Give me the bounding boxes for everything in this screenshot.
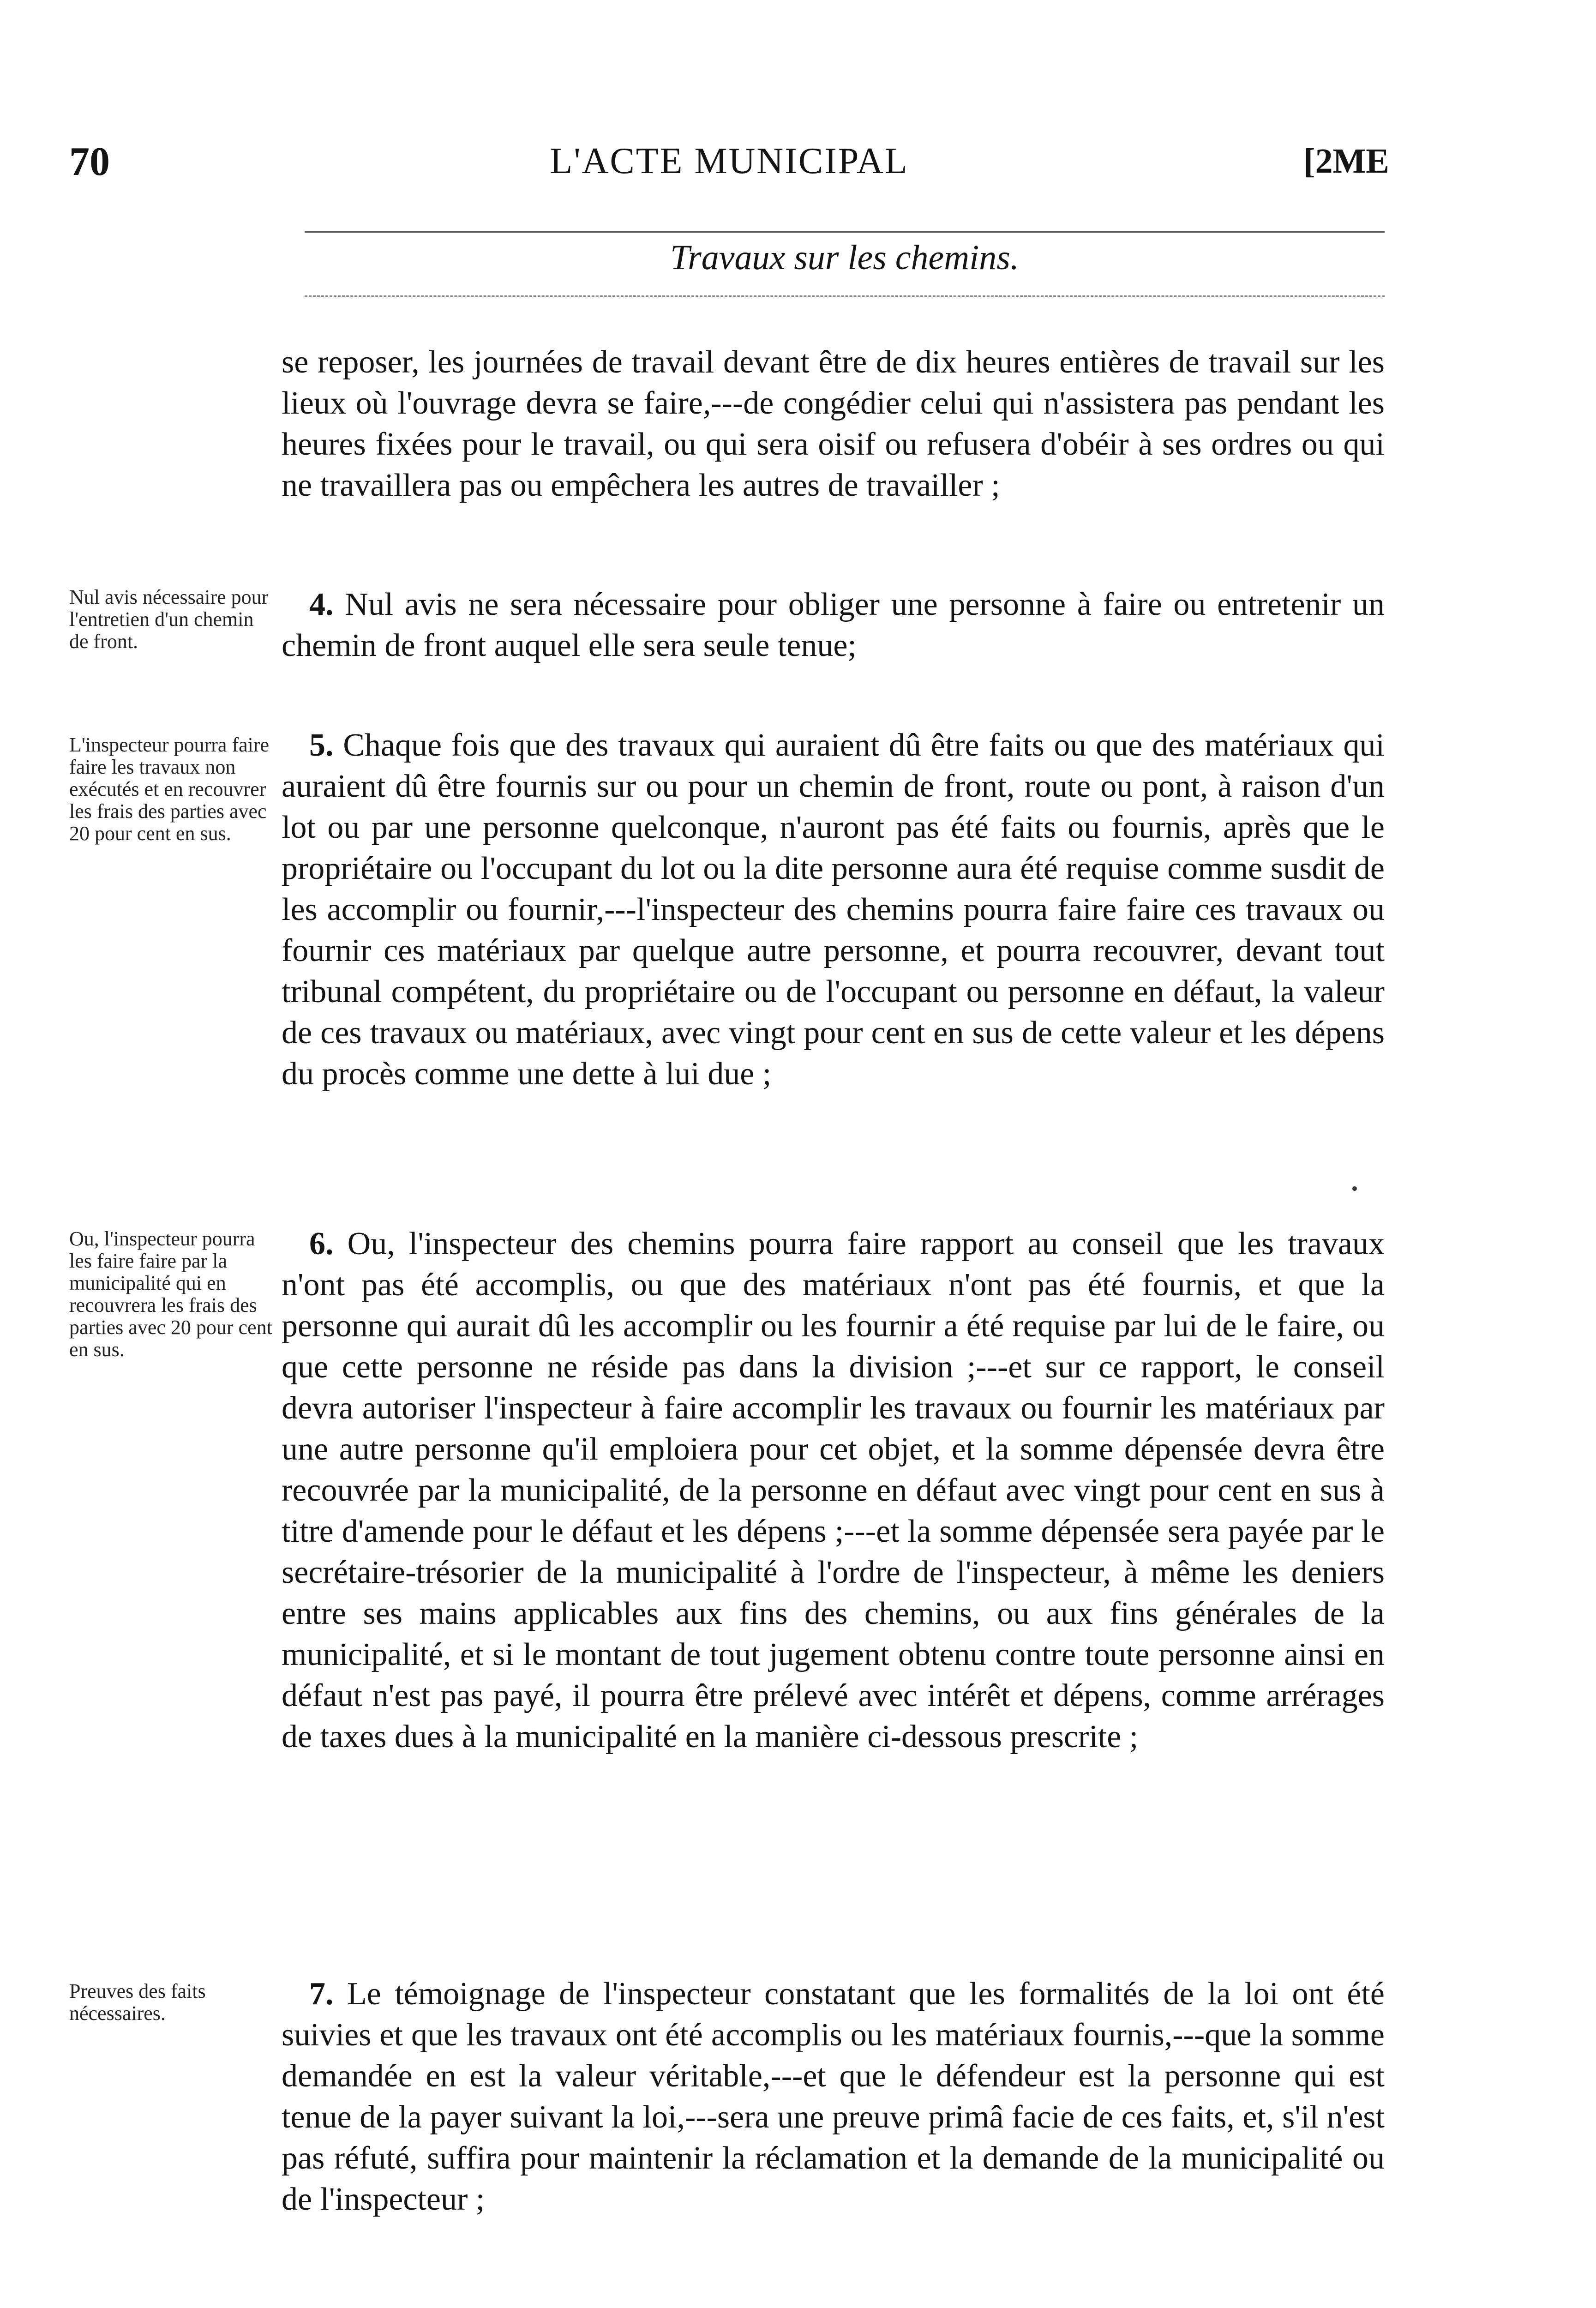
paragraph-text: Nul avis ne sera nécessaire pour obliger une personne à faire ou entretenir un chemin de front auquel elle sera seule tenue; [282, 587, 1385, 663]
header-rule-top [305, 231, 1385, 233]
volume-mark: [2ME [1303, 142, 1389, 180]
paragraph-5 [282, 725, 1385, 1094]
paragraph-number: 6. [309, 1226, 334, 1262]
paragraph-text: Chaque fois que des travaux qui auraient dû être faits ou que des matériaux qui auraient dû être fournis sur ou pour un chemin de front, route ou pont, à raison d'un lot ou par une personne quelconque, n'auront pas été faits ou fournis, après que le propriétaire ou l'occupant du lot ou la dite personne aura été requise comme susdit de les accomplir ou fournir,---l'inspecteur des chemins pourra faire faire ces travaux ou fournir ces matériaux par quelque autre personne, et pourra recouvrer, devant tout tribunal compétent, du propriétaire ou de l'occupant ou personne en défaut, la valeur de ces travaux ou matériaux, avec vingt pour cent en sus de cette valeur et les dépens du procès comme une dette à lui due ; [282, 727, 1385, 1092]
paragraph-number: 4. [309, 587, 334, 622]
paragraph-text: Ou, l'inspecteur des chemins pourra faire rapport au conseil que les travaux n'ont pas été accomplis, ou que des matériaux n'ont pas été fournis, et que la personne qui aurait dû les accomplir ou les fournir a été requise par lui de le faire, ou que cette personne ne réside pas dans la division ;---et sur ce rapport, le conseil devra autoriser l'inspecteur à faire accomplir les travaux ou fournir les matériaux par une autre personne qu'il emploiera pour cet objet, et la somme dépensée devra être recouvrée par la municipalité, de la personne en défaut avec vingt pour cent en sus à titre d'amende pour le défaut et les dépens ;---et la somme dépensée sera payée par le secrétaire-trésorier de la municipalité à l'ordre de l'inspecteur, à même les deniers entre ses mains applicables aux fins des chemins, ou aux fins générales de la municipalité, et si le montant de tout jugement obtenu contre toute personne ainsi en défaut n'est pas payé, il pourra être prélevé avec intérêt et dépens, comme arrérages de taxes dues à la municipalité en la manière ci-dessous prescrite ; [282, 1226, 1385, 1755]
paragraph-text: Le témoignage de l'inspecteur constatant que les formalités de la loi ont été suivies et que les travaux ont été accomplis ou les matériaux fournis,---que la somme demandée en est la valeur véritable,---et que le défendeur est la personne qui est tenue de la payer suivant la loi,---sera une preuve primâ facie de ces faits, et, s'il n'est pas réfuté, suffira pour maintenir la réclamation et la demande de la municipalité ou de l'inspecteur ; [282, 1976, 1385, 2217]
paragraph-number: 7. [309, 1976, 334, 2012]
paragraph-6 [282, 1223, 1385, 1757]
margin-note: L'inspecteur pourra faire faire les travaux non exécutés et en recouvrer les frais des parties avec 20 pour cent en sus. [69, 733, 270, 845]
paragraph-7 [282, 1973, 1385, 2220]
page-number: 70 [69, 139, 110, 184]
margin-note: Nul avis nécessaire pour l'entretien d'un chemin de front. [69, 586, 269, 653]
margin-note: Ou, l'inspecteur pourra les faire faire par la municipalité qui en recouvrera les frais des parties avec 20 pour cent en sus. [69, 1227, 272, 1361]
margin-note: Preuves des faits nécessaires. [69, 1980, 206, 2025]
print-speck [1352, 1186, 1357, 1191]
paragraph-continuation [282, 342, 1385, 506]
section-heading: Travaux sur les chemins. [670, 238, 1019, 277]
paragraph-4 [282, 584, 1385, 666]
page-header [69, 138, 1389, 194]
header-rule-bottom [305, 295, 1385, 297]
paragraph-text: se reposer, les journées de travail devant être de dix heures entières de travail sur les lieux où l'ouvrage devra se faire,---de congédier celui qui n'assistera pas pendant les heures fixées pour le travail, ou qui sera oisif ou refusera d'obéir à ses ordres ou qui ne travaillera pas ou empêchera les autres de travailler ; [282, 344, 1385, 503]
paragraph-number: 5. [309, 727, 334, 763]
running-title: L'ACTE MUNICIPAL [550, 141, 909, 181]
